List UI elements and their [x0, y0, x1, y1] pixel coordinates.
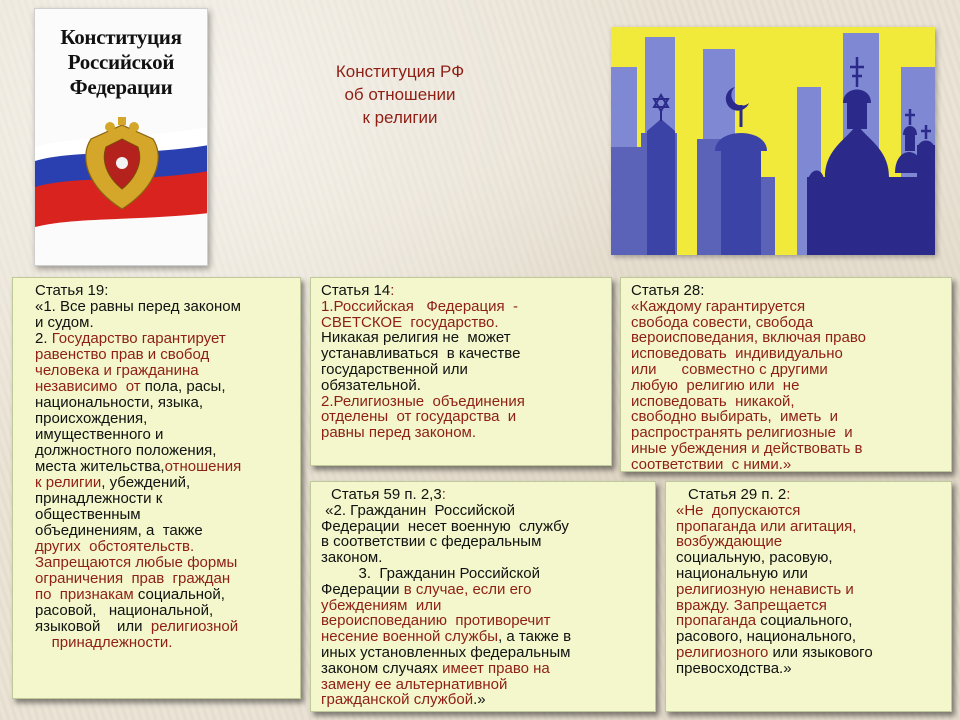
text-line — [35, 443, 292, 459]
text-line — [321, 378, 603, 394]
highlighted-text: гражданской службой — [321, 691, 474, 709]
text-line — [35, 427, 292, 443]
plain-text: устанавливаться в качестве — [321, 345, 521, 363]
highlighted-text: по признакам — [35, 586, 134, 603]
plain-text: имущественного и — [35, 426, 164, 443]
text-line — [35, 635, 292, 651]
highlighted-text: отделены от государства и — [321, 408, 517, 426]
text-line — [321, 534, 647, 550]
text-line — [35, 587, 292, 603]
text-line — [676, 503, 943, 519]
highlighted-text: соответствии с ними.» — [631, 455, 792, 473]
plain-text: расовой, национальной, — [35, 602, 214, 619]
highlighted-text: вероисповеданию противоречит — [321, 612, 551, 630]
plain-text: иных установленных федеральным — [321, 643, 571, 661]
text-line — [35, 507, 292, 523]
text-line — [676, 613, 943, 629]
plain-text: .» — [473, 691, 486, 709]
highlighted-text: «Не допускаются — [676, 501, 801, 519]
plain-text: места жительства, — [35, 458, 165, 475]
text-line — [321, 315, 603, 331]
text-line — [321, 550, 647, 566]
text-line — [321, 425, 603, 441]
highlighted-text: религиозного — [676, 643, 769, 661]
highlighted-text: «Каждому гарантируется — [631, 297, 806, 315]
text-line — [321, 629, 647, 645]
text-line — [676, 566, 943, 582]
plain-text: национальности, языка, — [35, 394, 204, 411]
highlighted-text: к религии — [35, 474, 102, 491]
text-line — [631, 315, 943, 331]
highlighted-text: в случае, если его — [403, 580, 532, 598]
text-line — [631, 346, 943, 362]
text-line — [321, 394, 603, 410]
text-line — [321, 409, 603, 425]
article-heading-colon: : — [441, 486, 446, 503]
plain-text: языковой или — [35, 618, 151, 635]
text-line — [35, 539, 292, 555]
article-28-box — [620, 277, 952, 472]
book-title-line: Федерации — [69, 75, 173, 99]
plain-text: государственной или — [321, 360, 468, 378]
article-heading-colon: : — [390, 282, 395, 299]
article-heading — [321, 283, 603, 299]
article-heading-label: Статья 29 п. 2 — [688, 486, 787, 503]
highlighted-text: или совместно с другими — [631, 360, 828, 378]
plain-text: расового, национального, — [676, 628, 857, 646]
text-line — [35, 395, 292, 411]
text-line — [676, 598, 943, 614]
text-line — [35, 299, 292, 315]
text-line — [321, 330, 603, 346]
text-line — [676, 550, 943, 566]
article-heading: Статья 28: — [631, 282, 705, 299]
text-line — [631, 425, 943, 441]
highlighted-text: распространять религиозные и — [631, 424, 853, 442]
text-line — [676, 629, 943, 645]
russian-flag-icon — [35, 117, 208, 227]
article-text — [631, 299, 943, 473]
text-line — [321, 692, 647, 708]
plain-text: национальную или — [676, 564, 808, 582]
plain-text: 3. Гражданин Российской — [321, 564, 540, 582]
article-heading: Статья 19: — [35, 282, 109, 299]
text-line — [35, 475, 292, 491]
plain-text: превосходства.» — [676, 659, 792, 677]
text-line — [321, 503, 647, 519]
text-line — [321, 613, 647, 629]
plain-text: в соответствии с федеральным — [321, 533, 542, 551]
text-line — [35, 315, 292, 331]
highlighted-text: человека и гражданина — [35, 362, 199, 379]
plain-text: социальную, расовую, — [676, 549, 833, 567]
text-line — [676, 582, 943, 598]
highlighted-text: 1.Российская Федерация - — [321, 297, 518, 315]
article-59-box — [310, 481, 656, 712]
text-line — [321, 346, 603, 362]
text-line — [321, 299, 603, 315]
highlighted-text: свобода совести, свобода — [631, 313, 814, 331]
text-line — [35, 379, 292, 395]
text-line — [631, 394, 943, 410]
text-line — [676, 661, 943, 677]
plain-text: и судом. — [35, 314, 94, 331]
page-title-line: об отношении — [344, 85, 456, 104]
text-line — [35, 363, 292, 379]
article-text — [321, 299, 603, 441]
text-line — [35, 411, 292, 427]
highlighted-text: вражду. Запрещается — [676, 596, 827, 614]
article-heading — [676, 487, 943, 503]
highlighted-text: убеждениям или — [321, 596, 442, 614]
highlighted-text: ограничения прав граждан — [35, 570, 231, 587]
article-text — [676, 503, 943, 677]
text-line — [676, 645, 943, 661]
text-line — [321, 645, 647, 661]
highlighted-text: других обстоятельств. — [35, 538, 195, 555]
text-line — [321, 362, 603, 378]
article-14-box — [310, 277, 612, 466]
plain-text: общественным — [35, 506, 141, 523]
highlighted-text: имеет право на — [442, 659, 550, 677]
text-line — [35, 491, 292, 507]
highlighted-text: равны перед законом. — [321, 424, 477, 442]
text-line — [631, 330, 943, 346]
plain-text: должностного положения, — [35, 442, 217, 459]
text-line — [321, 566, 647, 582]
highlighted-text: отношения — [164, 458, 242, 475]
article-heading-label: Статья 14 — [321, 282, 391, 299]
plain-text: , убеждений, — [101, 474, 191, 491]
text-line — [676, 534, 943, 550]
plain-text: происхождения, — [35, 410, 148, 427]
highlighted-text: СВЕТСКОЕ государство. — [321, 313, 499, 331]
text-line — [631, 457, 943, 473]
highlighted-text: любую религию или не — [631, 376, 800, 394]
text-line — [321, 582, 647, 598]
page-title — [300, 60, 500, 129]
constitution-book-cover — [34, 8, 208, 266]
highlighted-text: 2.Религиозные объединения — [321, 392, 525, 410]
highlighted-text: принадлежности. — [35, 634, 173, 651]
text-line — [35, 347, 292, 363]
highlighted-text: религиозную ненависть и — [676, 580, 854, 598]
book-title-line: Конституция — [60, 25, 182, 49]
text-line — [321, 598, 647, 614]
plain-text: Федерации несет военную службу — [321, 517, 569, 535]
text-line — [676, 519, 943, 535]
highlighted-text: пропаганда или агитация, — [676, 517, 857, 535]
highlighted-text: религиозной — [150, 618, 239, 635]
article-heading-colon: : — [786, 486, 791, 503]
text-line — [631, 378, 943, 394]
plain-text: или языкового — [768, 643, 873, 661]
article-19-box — [12, 277, 301, 699]
text-line — [631, 441, 943, 457]
plain-text: социального, — [756, 612, 853, 630]
highlighted-text: несение военной службы — [321, 628, 499, 646]
text-line — [321, 677, 647, 693]
book-title — [35, 25, 207, 100]
article-text — [321, 503, 647, 708]
text-line — [35, 571, 292, 587]
highlighted-text: равенство прав и свобод — [35, 346, 210, 363]
text-line — [35, 523, 292, 539]
text-line — [321, 519, 647, 535]
highlighted-text: пропаганда — [676, 612, 757, 630]
highlighted-text: иные убеждения и действовать в — [631, 439, 863, 457]
plain-text: Никакая религия не может — [321, 329, 511, 347]
plain-text: объединениям, а также — [35, 522, 203, 539]
plain-text: законом. — [321, 549, 383, 567]
plain-text: «2. Гражданин Российской — [321, 501, 515, 519]
plain-text: законом случаях — [321, 659, 443, 677]
highlighted-text: возбуждающие — [676, 533, 783, 551]
highlighted-text: исповедовать индивидуально — [631, 345, 843, 363]
page-title-line: Конституция РФ — [335, 62, 465, 81]
highlighted-text: вероисповедания, включая право — [631, 329, 866, 347]
text-line — [631, 362, 943, 378]
plain-text: «1. Все равны перед законом — [35, 298, 241, 315]
highlighted-text: Государство гарантирует — [51, 330, 226, 347]
plain-text: , а также в — [498, 628, 572, 646]
plain-text: 2. — [35, 330, 52, 347]
highlighted-text: исповедовать никакой, — [631, 392, 795, 410]
religions-skyline-illustration — [611, 27, 935, 255]
highlighted-text: независимо от — [35, 378, 141, 395]
text-line — [631, 299, 943, 315]
page-title-line: к религии — [362, 108, 438, 127]
book-title-line: Российской — [67, 50, 175, 74]
highlighted-text: свободно выбирать, иметь и — [631, 408, 838, 426]
text-line — [321, 661, 647, 677]
text-line — [631, 409, 943, 425]
highlighted-text: Запрещаются любые формы — [35, 554, 238, 571]
plain-text: Федерации — [321, 580, 404, 598]
plain-text: пола, расы, — [140, 378, 226, 395]
text-line — [35, 331, 292, 347]
text-line — [35, 459, 292, 475]
article-29-box — [665, 481, 952, 712]
article-text — [35, 299, 292, 651]
text-line — [35, 603, 292, 619]
plain-text: социальной, — [133, 586, 225, 603]
text-line — [35, 555, 292, 571]
article-heading-label: Статья 59 п. 2,3 — [331, 486, 442, 503]
highlighted-text: замену ее альтернативной — [321, 675, 508, 693]
plain-text: обязательной. — [321, 376, 421, 394]
text-line — [35, 619, 292, 635]
plain-text: принадлежности к — [35, 490, 163, 507]
article-heading — [321, 487, 647, 503]
